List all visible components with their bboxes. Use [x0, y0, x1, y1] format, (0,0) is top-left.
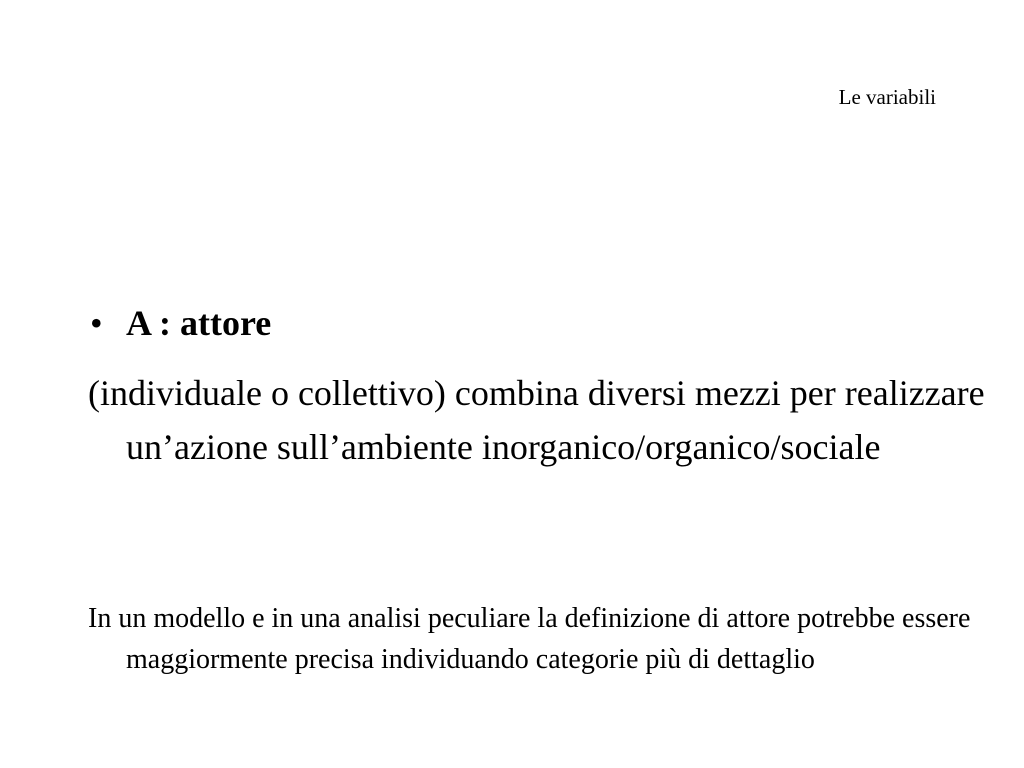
definition-paragraph: (individuale o collettivo) combina diversi mezzi per realizzare un’azione sull’ambiente inorganico/organico/sociale	[88, 373, 985, 467]
bullet-icon: •	[90, 303, 103, 343]
slide-title: Le variabili	[838, 85, 936, 109]
note-paragraph: In un modello e in una analisi peculiare la definizione di attore potrebbe essere maggiormente precisa individuando categorie più di dettaglio	[88, 603, 971, 675]
bullet-heading: A : attore	[126, 303, 272, 343]
bullet-item	[90, 300, 271, 346]
